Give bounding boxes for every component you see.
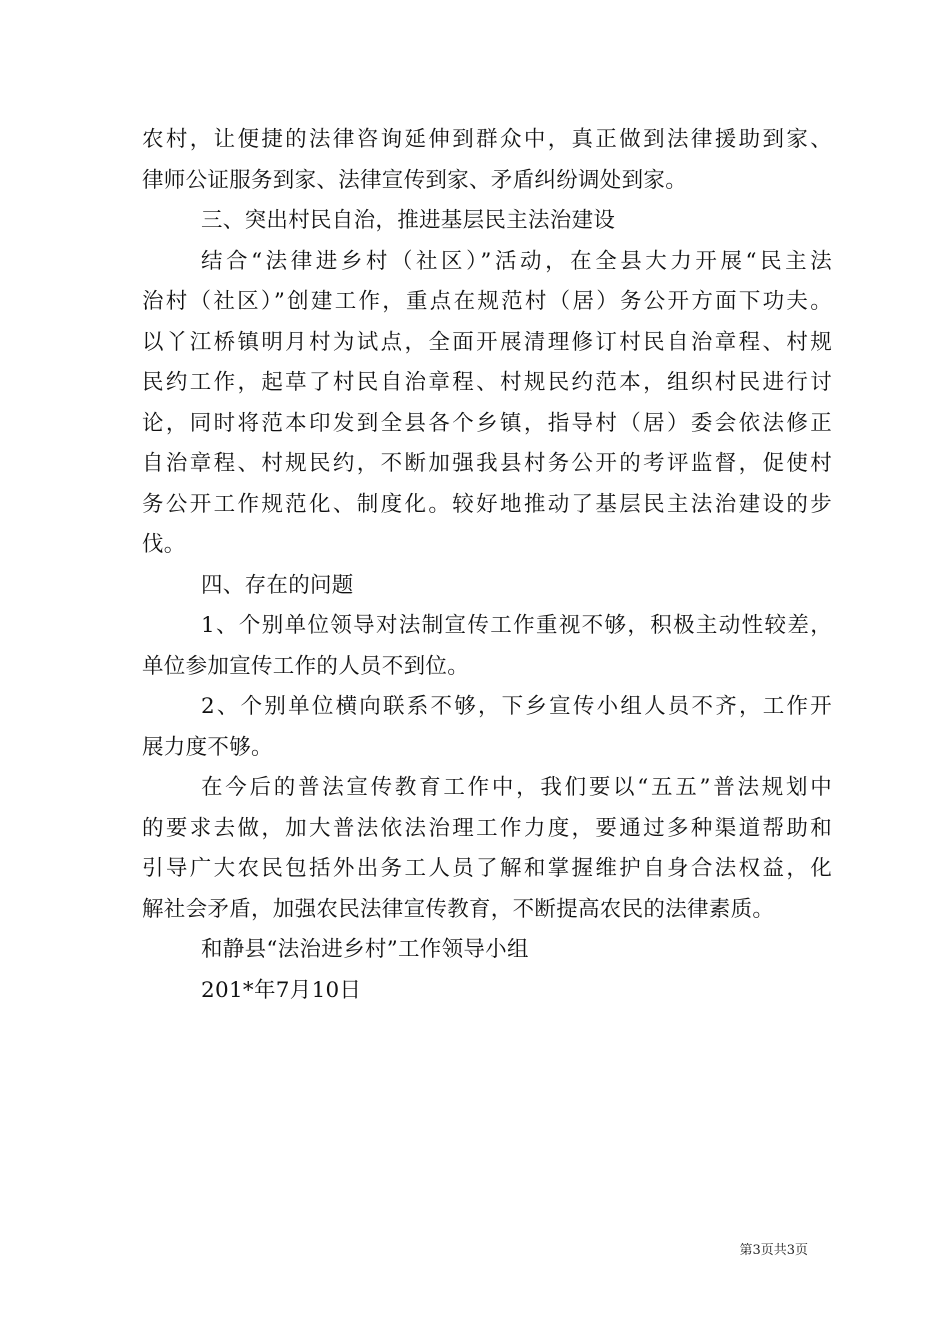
section-heading-4: 四、存在的问题 [201, 572, 354, 598]
body-line-6: 以丫江桥镇明月村为试点，全面开展清理修订村民自治章程、村规 [142, 329, 832, 355]
document-body [142, 122, 832, 1013]
body-line-1: 农村，让便捷的法律咨询延伸到群众中，真正做到法律援助到家、 [142, 127, 832, 152]
issue-2-line-2: 展力度不够。 [142, 734, 273, 760]
issue-1-line-1: 1、个别单位领导对法制宣传工作重视不够，积极主动性较差， [201, 613, 832, 638]
closing-line-2: 的要求去做，加大普法依法治理工作力度，要通过多种渠道帮助和 [142, 815, 832, 841]
issue-1-line-2: 单位参加宣传工作的人员不到位。 [142, 653, 470, 679]
body-line-9: 自治章程、村规民约，不断加强我县村务公开的考评监督，促使村 [142, 451, 832, 476]
section-heading-3: 三、突出村民自治，推进基层民主法治建设 [201, 208, 616, 233]
body-line-2: 律师公证服务到家、法律宣传到家、矛盾纠纷调处到家。 [142, 167, 688, 193]
body-line-8: 论，同时将范本印发到全县各个乡镇，指导村（居）委会依法修正 [142, 410, 832, 436]
page-number: 第3页共3页 [739, 1243, 808, 1258]
body-line-7: 民约工作，起草了村民自治章程、村规民约范本，组织村民进行讨 [142, 370, 832, 395]
signature-organization: 和静县“法治进乡村”工作领导小组 [201, 937, 529, 962]
signature-date: 201*年7月10日 [201, 977, 362, 1003]
closing-line-4: 解社会矛盾，加强农民法律宣传教育，不断提高农民的法律素质。 [142, 896, 775, 922]
body-line-5: 治村（社区）”创建工作，重点在规范村（居）务公开方面下功夫。 [142, 289, 832, 314]
body-line-4: 结合“法律进乡村（社区）”活动，在全县大力开展“民主法 [201, 248, 832, 274]
issue-2-line-1: 2、个别单位横向联系不够，下乡宣传小组人员不齐，工作开 [201, 694, 832, 719]
closing-line-3: 引导广大农民包括外出务工人员了解和掌握维护自身合法权益，化 [142, 856, 832, 881]
body-line-10: 务公开工作规范化、制度化。较好地推动了基层民主法治建设的步 [142, 491, 832, 517]
closing-line-1: 在今后的普法宣传教育工作中，我们要以“五五”普法规划中 [201, 775, 832, 800]
body-line-11: 伐。 [142, 532, 186, 557]
